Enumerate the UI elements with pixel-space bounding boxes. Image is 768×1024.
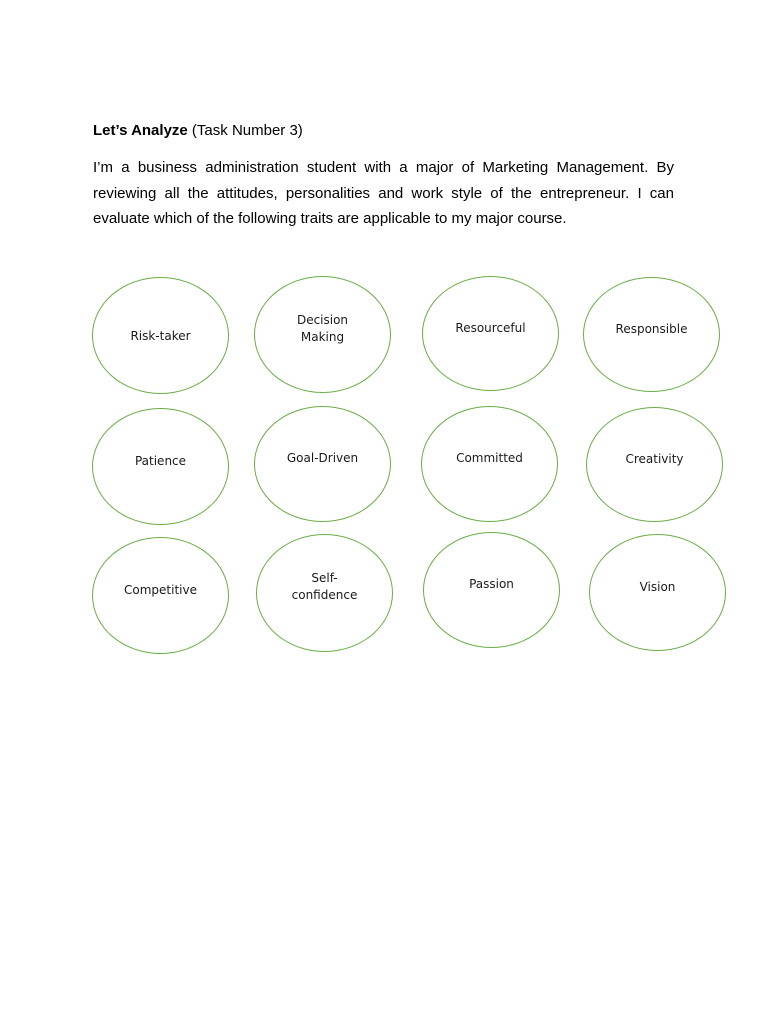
heading-bold-part: Let’s Analyze xyxy=(93,122,188,139)
trait-bubble-vision xyxy=(589,534,726,651)
trait-bubble-competitive xyxy=(92,537,229,654)
trait-label-line1: Decision xyxy=(296,313,349,327)
trait-bubble-self-confidence xyxy=(256,534,393,652)
trait-bubble-decision-making xyxy=(254,276,391,393)
trait-bubble-passion xyxy=(423,532,560,648)
trait-label: Risk-taker xyxy=(130,329,191,343)
trait-bubble-goal-driven xyxy=(254,406,391,522)
trait-label: Creativity xyxy=(625,452,684,466)
trait-label-line1: Self- xyxy=(311,571,338,585)
trait-label: Vision xyxy=(639,580,676,594)
heading-task-number: (Task Number 3) xyxy=(187,122,303,139)
trait-bubble-responsible xyxy=(583,277,720,392)
trait-label: Competitive xyxy=(124,583,197,597)
trait-label-line2: Making xyxy=(300,330,345,344)
trait-label: Goal-Driven xyxy=(286,451,359,465)
section-heading xyxy=(93,122,303,140)
trait-bubble-patience xyxy=(92,408,229,525)
trait-bubble-risk-taker xyxy=(92,277,229,394)
trait-label: Responsible xyxy=(615,322,688,336)
trait-label: Passion xyxy=(469,577,514,591)
trait-label-line2: confidence xyxy=(291,588,358,602)
trait-bubble-committed xyxy=(421,406,558,522)
trait-bubble-resourceful xyxy=(422,276,559,391)
trait-label: Committed xyxy=(456,451,523,465)
trait-label: Resourceful xyxy=(455,321,526,335)
intro-paragraph: I’m a business administration student with a major of Marketing Management. By reviewing all the attitudes, personalities and work style of the entrepreneur. I can evaluate which of the following traits are applicable to my major course. xyxy=(93,159,674,227)
trait-bubble-creativity xyxy=(586,407,723,522)
trait-label: Patience xyxy=(134,454,187,468)
